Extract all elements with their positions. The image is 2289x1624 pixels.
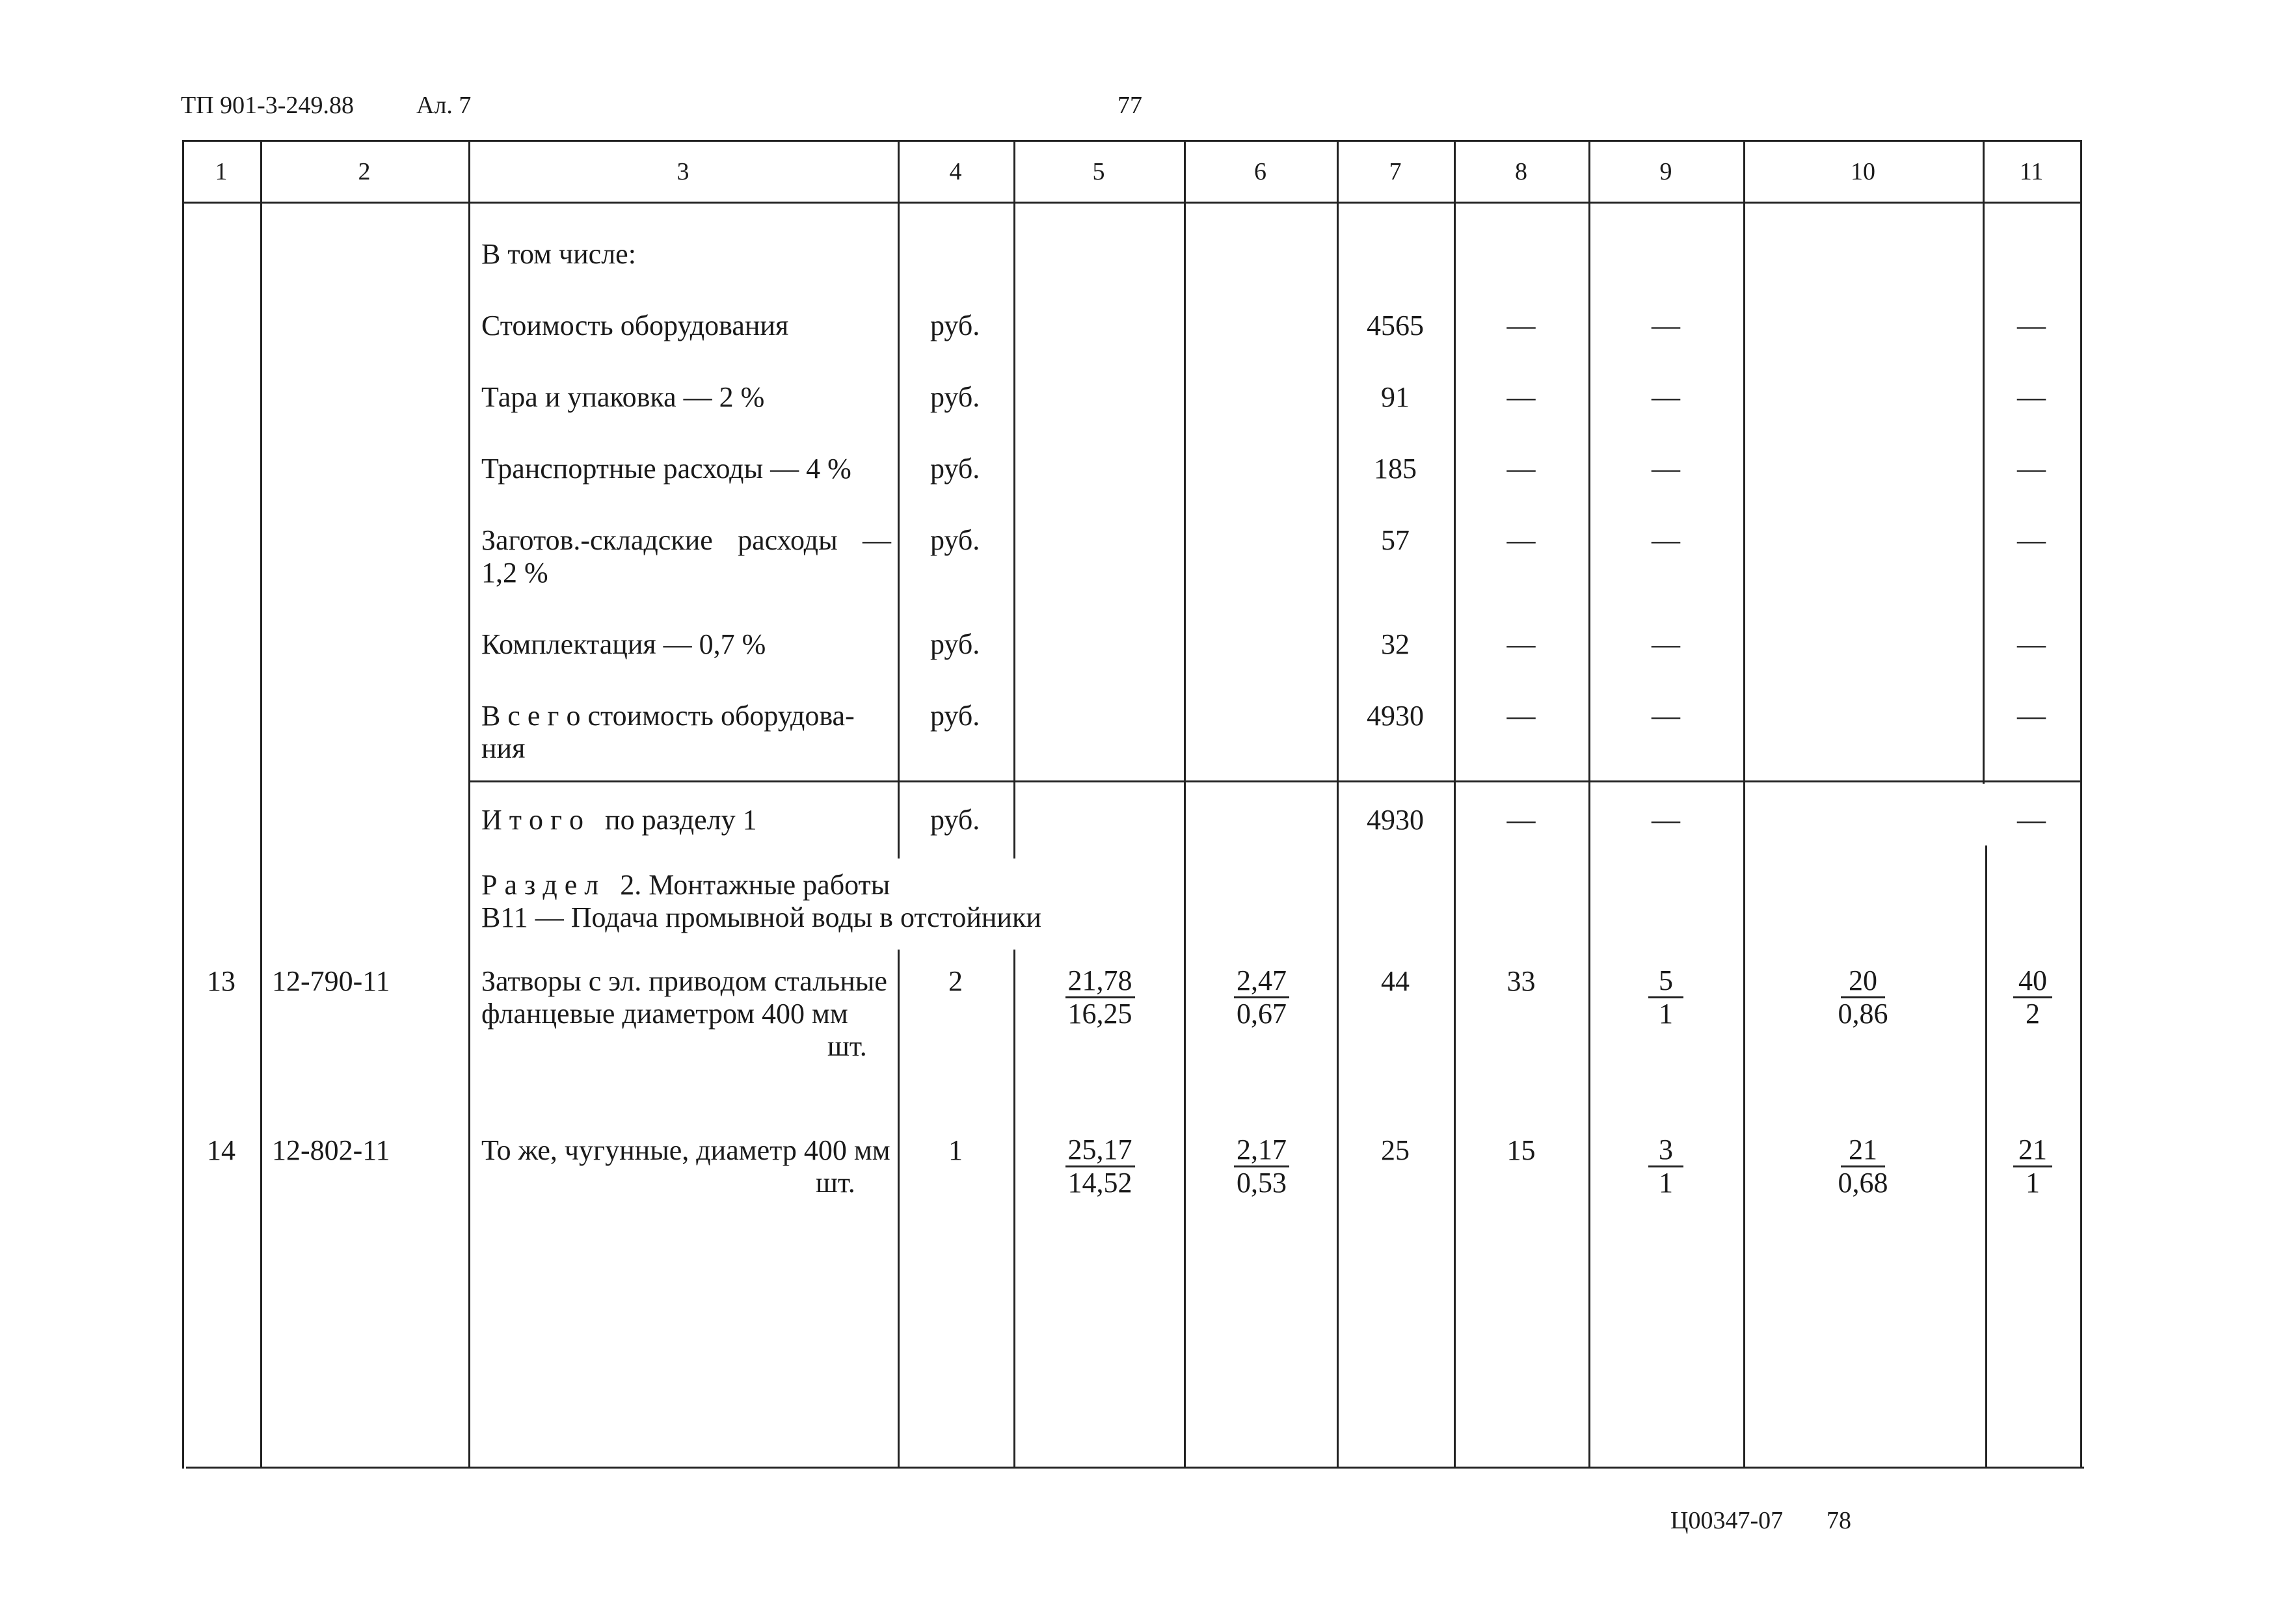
item-code: 12-802-11: [272, 1134, 390, 1166]
col-header-9: 9: [1659, 158, 1672, 185]
item-c5-top: 25,17: [1065, 1134, 1135, 1167]
item-c8: 15: [1506, 1134, 1536, 1166]
total-c11: —: [2017, 804, 2046, 836]
total-c8: —: [1506, 804, 1536, 836]
item-c9-bottom: 1: [1659, 1167, 1673, 1199]
item-c7: 44: [1381, 965, 1410, 997]
item-desc: Затворы с эл. приводом стальные фланцевые диаметром 400 мм: [481, 965, 887, 1030]
row-unit: руб.: [930, 453, 980, 485]
item-number: 14: [207, 1134, 235, 1166]
item-c6-fraction: [1185, 965, 1338, 1030]
total-desc: И т о г о по разделу 1: [481, 804, 757, 836]
row-desc: Транспортные расходы — 4 %: [481, 453, 851, 485]
item-c10-bottom: 0,86: [1838, 998, 1888, 1030]
item-c6-bottom: 0,67: [1237, 998, 1287, 1030]
item-unit: шт.: [827, 1030, 867, 1062]
item-c10-top: 20: [1841, 965, 1885, 998]
item-c6-bottom: 0,53: [1237, 1167, 1287, 1199]
row-desc: Комплектация — 0,7 %: [481, 628, 766, 660]
row-c9: —: [1652, 628, 1680, 660]
item-c10-bottom: 0,68: [1838, 1167, 1888, 1199]
item-c11-top: 21: [2013, 1134, 2052, 1167]
row-c8: —: [1506, 381, 1536, 413]
row-unit: руб.: [930, 381, 980, 413]
item-c11-bottom: 2: [2026, 998, 2040, 1030]
item-c11-fraction: [1984, 1134, 2082, 1199]
row-desc: Тара и упаковка — 2 %: [481, 381, 765, 413]
row-c8: —: [1506, 524, 1536, 556]
total-c9: —: [1652, 804, 1680, 836]
item-number: 13: [207, 965, 235, 997]
row-c9: —: [1652, 453, 1680, 485]
page-number: 77: [1118, 92, 1142, 119]
row-c11: —: [2017, 524, 2046, 556]
item-desc: То же, чугунные, диаметр 400 мм: [481, 1134, 890, 1166]
row-c11: —: [2017, 381, 2046, 413]
item-c10-fraction: [1743, 1134, 1983, 1199]
item-c9-top: 5: [1648, 965, 1683, 998]
col-header-10: 10: [1851, 158, 1875, 185]
item-c5-fraction: [1015, 965, 1185, 1030]
item-qty: 1: [948, 1134, 963, 1166]
item-c11-bottom: 1: [2026, 1167, 2040, 1199]
item-c6-top: 2,17: [1234, 1134, 1289, 1167]
item-qty: 2: [948, 965, 963, 997]
doc-code: ТП 901-3-249.88: [181, 92, 354, 119]
row-c9: —: [1652, 381, 1680, 413]
col-header-4: 4: [949, 158, 962, 185]
row-desc: В с е г о стоимость оборудова-ния: [481, 700, 855, 764]
row-c8: —: [1506, 453, 1536, 485]
row-c11: —: [2017, 628, 2046, 660]
item-c5-bottom: 14,52: [1067, 1167, 1132, 1199]
item-c9-fraction: [1588, 1134, 1743, 1199]
footer-code: Ц00347-07: [1670, 1507, 1784, 1534]
row-c11: —: [2017, 453, 2046, 485]
section-title: Р а з д е л 2. Монтажные работы: [481, 869, 890, 901]
row-c9: —: [1652, 310, 1680, 341]
item-c9-top: 3: [1648, 1134, 1683, 1167]
item-c11-top: 40: [2013, 965, 2052, 998]
col-header-1: 1: [215, 158, 228, 185]
row-desc: Стоимость оборудования: [481, 310, 789, 341]
row-c9: —: [1652, 700, 1680, 732]
row-c7: 185: [1374, 453, 1417, 485]
summary-intro: В том числе:: [481, 238, 636, 270]
total-c7: 4930: [1367, 804, 1424, 836]
col-header-5: 5: [1092, 158, 1105, 185]
col-header-11: 11: [2019, 158, 2044, 185]
row-c7: 57: [1381, 524, 1410, 556]
col-header-2: 2: [358, 158, 371, 185]
item-c5-top: 21,78: [1065, 965, 1135, 998]
col-header-7: 7: [1389, 158, 1402, 185]
col-header-3: 3: [676, 158, 689, 185]
row-unit: руб.: [930, 524, 980, 556]
row-c11: —: [2017, 310, 2046, 341]
row-c11: —: [2017, 700, 2046, 732]
row-c7: 4565: [1367, 310, 1424, 341]
item-c9-bottom: 1: [1659, 998, 1673, 1030]
row-unit: руб.: [930, 628, 980, 660]
row-c7: 91: [1381, 381, 1410, 413]
footer-page: 78: [1827, 1507, 1851, 1534]
item-c6-fraction: [1185, 1134, 1338, 1199]
col-header-6: 6: [1254, 158, 1266, 185]
row-c8: —: [1506, 310, 1536, 341]
item-c5-fraction: [1015, 1134, 1185, 1199]
item-c6-top: 2,47: [1234, 965, 1289, 998]
item-code: 12-790-11: [272, 965, 390, 997]
row-unit: руб.: [930, 700, 980, 732]
row-c8: —: [1506, 700, 1536, 732]
col-header-8: 8: [1515, 158, 1527, 185]
item-c10-top: 21: [1841, 1134, 1885, 1167]
row-desc: Заготов.-складские расходы — 1,2 %: [481, 524, 891, 589]
item-c10-fraction: [1743, 965, 1983, 1030]
total-unit: руб.: [930, 804, 980, 836]
item-c8: 33: [1506, 965, 1536, 997]
item-c7: 25: [1381, 1134, 1410, 1166]
item-c9-fraction: [1588, 965, 1743, 1030]
item-c5-bottom: 16,25: [1067, 998, 1132, 1030]
item-c11-fraction: [1984, 965, 2082, 1030]
album-label: Ал. 7: [416, 92, 472, 119]
row-c7: 4930: [1367, 700, 1424, 732]
row-c8: —: [1506, 628, 1536, 660]
row-c9: —: [1652, 524, 1680, 556]
section-subtitle: В11 — Подача промывной воды в отстойники: [481, 901, 1041, 933]
row-c7: 32: [1381, 628, 1410, 660]
item-unit: шт.: [816, 1167, 855, 1199]
row-unit: руб.: [930, 310, 980, 341]
